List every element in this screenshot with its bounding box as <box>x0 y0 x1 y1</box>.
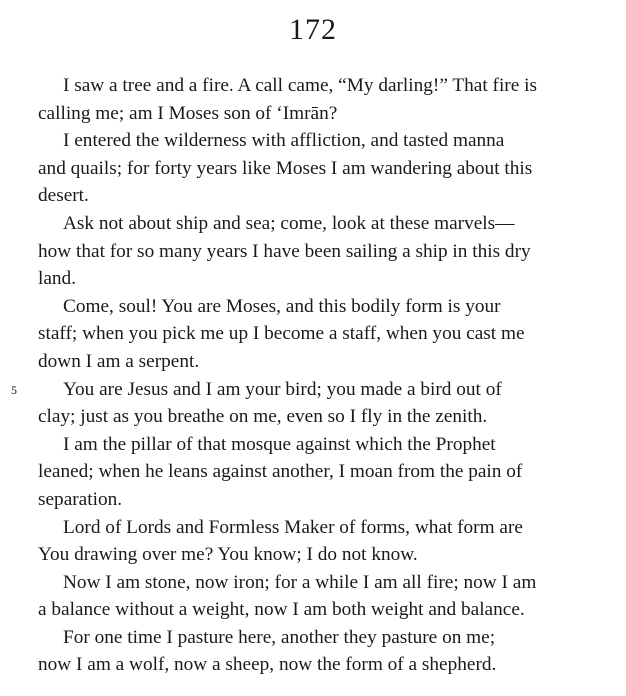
verse-line: desert. <box>38 185 89 207</box>
verse-line: land. <box>38 268 77 290</box>
verse-line: Ask not about ship and sea; come, look at these marvels— <box>63 212 515 234</box>
verse-line: calling me; am I Moses son of ‘Imrān? <box>38 102 338 124</box>
line-number: 5 <box>11 382 17 397</box>
stanza-4 <box>38 293 598 376</box>
verse-line: separation. <box>38 488 123 510</box>
verse-line: a balance without a weight, now I am both weight and balance. <box>38 599 525 621</box>
verse-line: Lord of Lords and Formless Maker of forms, what form are <box>63 516 523 538</box>
verse-line: staff; when you pick me up I become a staff, when you cast me <box>38 323 525 345</box>
verse-line: I am the pillar of that mosque against which the Prophet <box>63 433 496 455</box>
verse-line: down I am a serpent. <box>38 350 200 372</box>
stanza-3 <box>38 210 598 293</box>
poem-number: 172 <box>289 13 337 46</box>
stanza-6 <box>38 431 598 514</box>
verse-line: leaned; when he leans against another, I moan from the pain of <box>38 461 523 483</box>
stanza-1 <box>38 72 598 127</box>
stanza-9 <box>38 624 598 679</box>
verse-line: I saw a tree and a fire. A call came, “My darling!” That fire is <box>63 75 537 96</box>
verse-line: For one time I pasture here, another they pasture on me; <box>63 626 496 648</box>
stanza-8 <box>38 569 598 624</box>
verse-line: I entered the wilderness with affliction, and tasted manna <box>63 130 505 152</box>
verse-line: You drawing over me? You know; I do not know. <box>38 544 418 566</box>
stanza-5 <box>11 376 598 431</box>
verse-line: and quails; for forty years like Moses I am wandering about this <box>38 157 533 179</box>
verse-line: Now I am stone, now iron; for a while I am all fire; now I am <box>63 571 537 593</box>
verse-line: clay; just as you breathe on me, even so I fly in the zenith. <box>38 406 488 428</box>
verse-line: You are Jesus and I am your bird; you made a bird out of <box>63 378 502 400</box>
verse-line: how that for so many years I have been sailing a ship in this dry <box>38 240 531 262</box>
verse-line: now I am a wolf, now a sheep, now the form of a shepherd. <box>38 654 497 676</box>
stanza-2 <box>38 127 598 210</box>
verse-line: Come, soul! You are Moses, and this bodily form is your <box>63 295 501 317</box>
stanza-7 <box>38 514 598 569</box>
poem-body <box>11 72 598 679</box>
